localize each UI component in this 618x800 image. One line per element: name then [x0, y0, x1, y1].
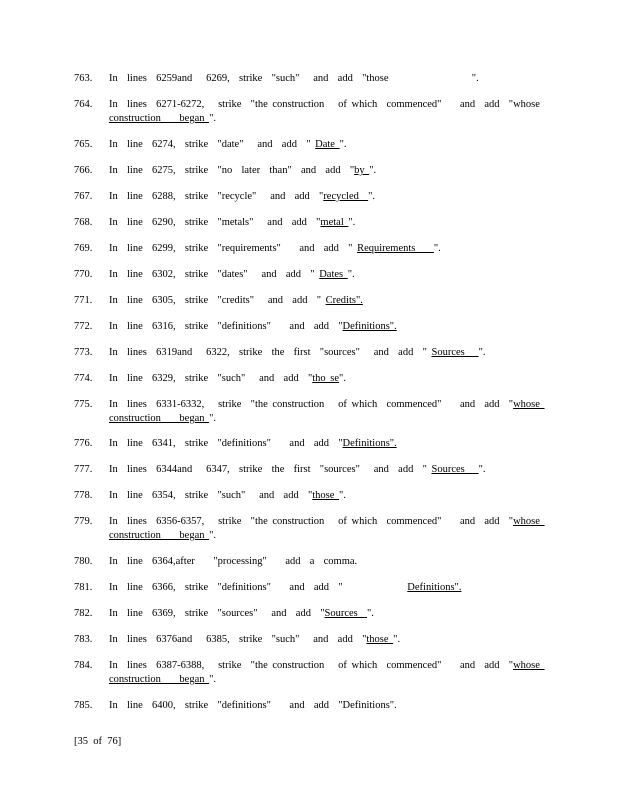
entry-number: 763.	[74, 73, 93, 84]
entry-text: In lines 6387-6388, strike "the construction of which commenced" and add "whose	[109, 660, 545, 671]
entry-number: 767.	[74, 191, 93, 202]
entry-text: In lines 6271-6272, strike "the construction of which commenced" and add "whose	[109, 99, 540, 110]
entry-text: In line 6302, strike "dates" and add " Dates ".	[109, 269, 355, 280]
entry-text: In line 6341, strike "definitions" and add "Definitions".	[109, 438, 397, 449]
entry-number: 777.	[74, 464, 93, 475]
inserted-text: recycled	[323, 191, 369, 202]
inserted-text: Sources	[431, 464, 479, 475]
entry-continuation: construction began ".	[109, 113, 217, 124]
entry-number: 770.	[74, 269, 93, 280]
inserted-text: tho se	[312, 373, 340, 384]
entry-number: 779.	[74, 516, 93, 527]
entry-text: In line 6364,after "processing" add a comma.	[109, 556, 358, 567]
entry-number: 774.	[74, 373, 93, 384]
entry-text: In line 6305, strike "credits" and add " Credits".	[109, 295, 363, 306]
entry-text: In line 6329, strike "such" and add "tho se".	[109, 373, 346, 384]
entry-text: In line 6366, strike "definitions" and add " Definitions".	[109, 582, 462, 593]
entry-text: In line 6274, strike "date" and add " Date ".	[109, 139, 347, 150]
entry-number: 784.	[74, 660, 93, 671]
inserted-text: Dates	[319, 269, 348, 280]
entry-number: 775.	[74, 399, 93, 410]
entry-continuation: construction began ".	[109, 413, 217, 424]
entry-continuation: construction began ".	[109, 674, 217, 685]
entry-number: 768.	[74, 217, 93, 228]
entry-number: 776.	[74, 438, 93, 449]
entry-text: In line 6369, strike "sources" and add "Sources ".	[109, 608, 374, 619]
inserted-text: Credits".	[325, 295, 363, 306]
entry-text: In lines 6356-6357, strike "the construction of which commenced" and add "whose	[109, 516, 545, 527]
inserted-text: construction began	[109, 413, 210, 424]
inserted-text: Definitions".	[407, 582, 462, 593]
entry-text: In line 6290, strike "metals" and add "metal ".	[109, 217, 356, 228]
inserted-text: construction began	[109, 674, 210, 685]
entry-number: 772.	[74, 321, 93, 332]
entry-number: 783.	[74, 634, 93, 645]
entry-number: 780.	[74, 556, 93, 567]
entry-text: In lines 6259and 6269, strike "such" and add "those ".	[109, 73, 479, 84]
entry-text: In lines 6344and 6347, strike the first "sources" and add " Sources ".	[109, 464, 486, 475]
entry-text: In lines 6376and 6385, strike "such" and add "those ".	[109, 634, 401, 645]
entry-number: 765.	[74, 139, 93, 150]
entry-number: 766.	[74, 165, 93, 176]
inserted-text: those	[366, 634, 394, 645]
entry-number: 778.	[74, 490, 93, 501]
inserted-text: Definitions".	[342, 438, 397, 449]
inserted-text: construction began	[109, 530, 210, 541]
entry-number: 771.	[74, 295, 93, 306]
entry-text: In lines 6331-6332, strike "the construction of which commenced" and add "whose	[109, 399, 545, 410]
entry-text: In line 6316, strike "definitions" and add "Definitions".	[109, 321, 397, 332]
entry-text: In line 6400, strike "definitions" and add "Definitions".	[109, 700, 397, 711]
entry-number: 769.	[74, 243, 93, 254]
entry-text: In line 6299, strike "requirements" and add " Requirements ".	[109, 243, 441, 254]
inserted-text: Sources	[324, 608, 367, 619]
inserted-text: whose	[513, 516, 545, 527]
inserted-text: whose	[513, 660, 545, 671]
page-number: [35 of 76]	[74, 736, 122, 747]
inserted-text: Date	[315, 139, 340, 150]
inserted-text: Requirements	[357, 243, 434, 254]
entry-continuation: construction began ".	[109, 530, 217, 541]
inserted-text: Sources	[431, 347, 479, 358]
inserted-text: Definitions".	[342, 321, 397, 332]
entry-number: 782.	[74, 608, 93, 619]
inserted-text: construction began	[109, 113, 210, 124]
entry-text: In line 6354, strike "such" and add "those ".	[109, 490, 346, 501]
inserted-text: metal	[320, 217, 349, 228]
entry-number: 781.	[74, 582, 93, 593]
inserted-text: by	[354, 165, 370, 176]
inserted-text: whose	[513, 399, 545, 410]
entry-text: In line 6275, strike "no later than" and add "by ".	[109, 165, 377, 176]
entry-number: 773.	[74, 347, 93, 358]
entry-text: In line 6288, strike "recycle" and add "recycled ".	[109, 191, 376, 202]
entry-number: 785.	[74, 700, 93, 711]
inserted-text: those	[312, 490, 340, 501]
entry-text: In lines 6319and 6322, strike the first "sources" and add " Sources ".	[109, 347, 486, 358]
entry-number: 764.	[74, 99, 93, 110]
